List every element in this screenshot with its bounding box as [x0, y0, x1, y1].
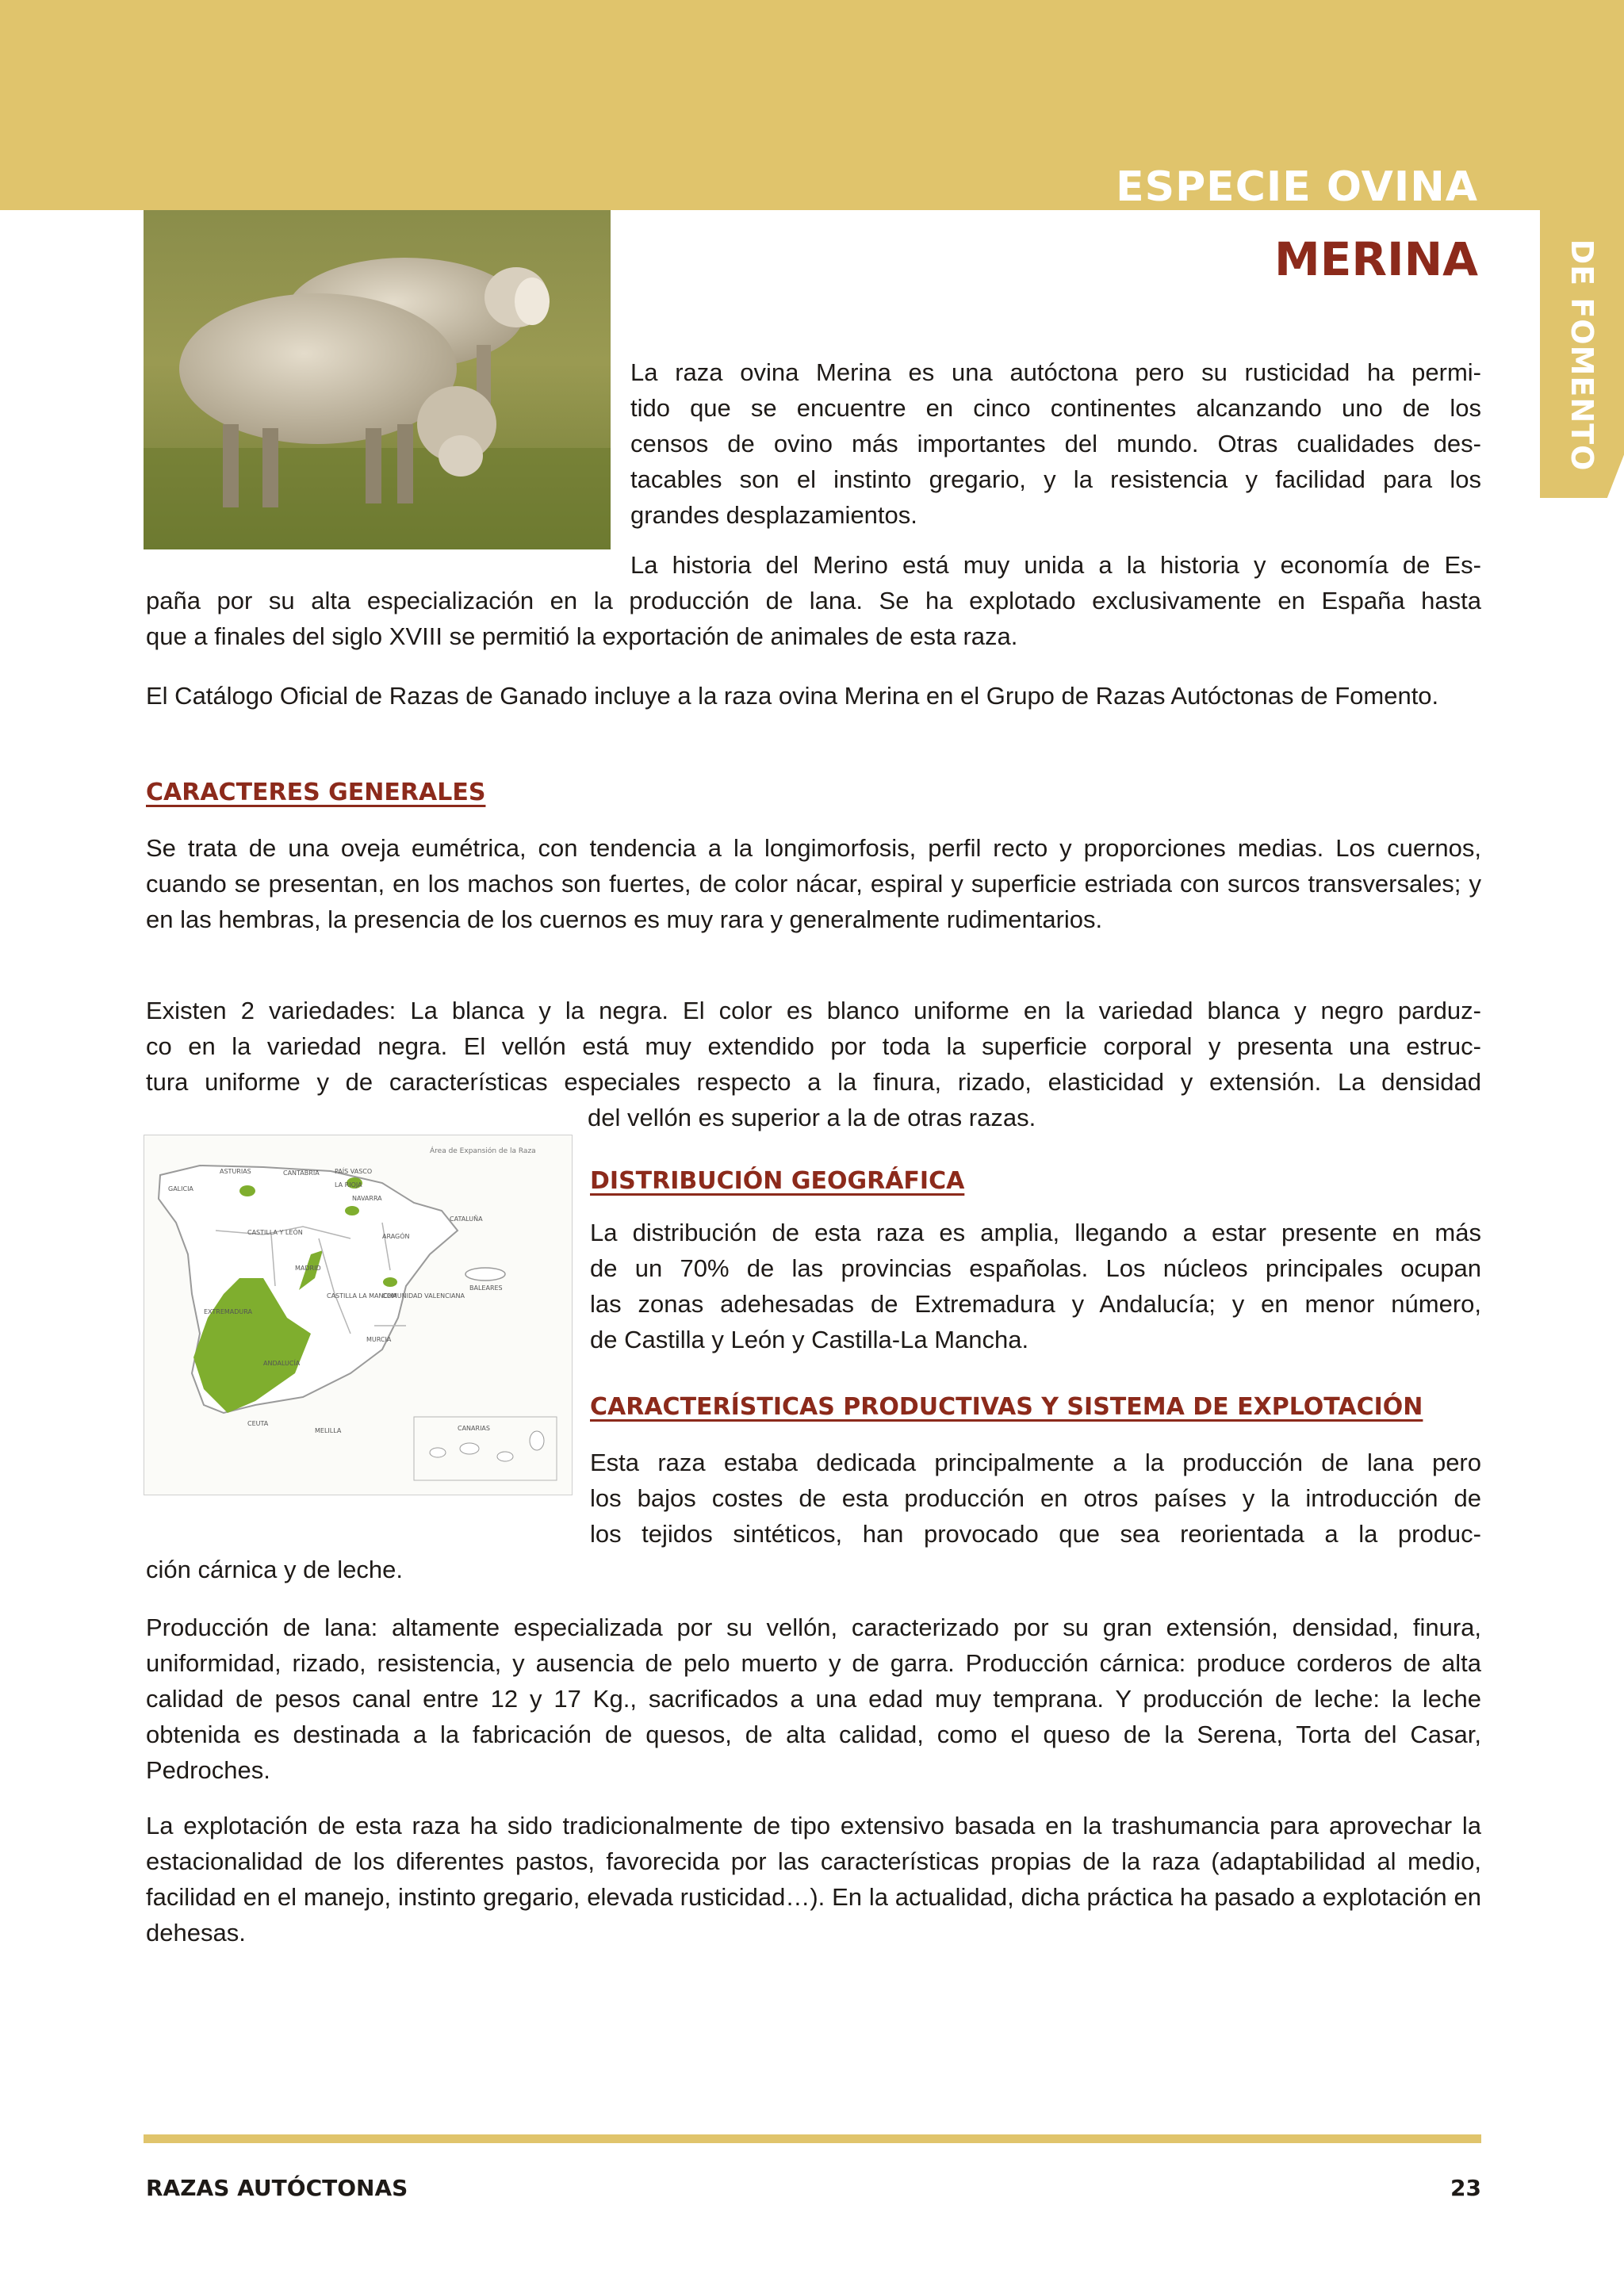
intro-line: censos de ovino más importantes del mundo. Otras cualidades des-: [630, 430, 1481, 457]
region-label: BALEARES: [469, 1284, 503, 1292]
history-line: La historia del Merino está muy unida a la historia y economía de Es-: [630, 551, 1481, 579]
produccion-line: ción cárnica y de leche.: [146, 1556, 403, 1583]
region-label: ASTURIAS: [220, 1168, 251, 1175]
produccion-line: Esta raza estaba dedicada principalmente a la producción de lana pero: [590, 1449, 1481, 1476]
canarias-island: [460, 1443, 479, 1454]
region-label: ANDALUCÍA: [263, 1360, 301, 1367]
intro-line: La raza ovina Merina es una autóctona pero su rusticidad ha permi-: [630, 358, 1481, 386]
produccion-line: los bajos costes de esta producción en otros países y la introducción de: [590, 1484, 1481, 1512]
side-tab-label: DE FOMENTO: [1565, 239, 1599, 472]
region-label: CASTILLA LA MANCHA: [327, 1292, 397, 1300]
highlight-north-3: [345, 1206, 359, 1215]
distribucion-line: La distribución de esta raza es amplia, llegando a estar presente en más: [590, 1219, 1481, 1246]
highlight-east: [383, 1277, 397, 1287]
explotacion-paragraph: La explotación de esta raza ha sido tradicionalmente de tipo extensivo basada en la trashumancia para aprovechar la estacionalidad de los diferentes pastos, favorecida por las características propias de la raza (adaptabilidad al medio, facilidad en el manejo, instinto gregario, elevada rusticidad…). En la actualidad, dicha práctica ha pasado a explotación en dehesas.: [146, 1812, 1481, 1947]
caracteres-paragraph: Se trata de una oveja eumétrica, con tendencia a la longimorfosis, perfil recto y proporciones medias. Los cuernos, cuando se presentan, en los machos son fuertes, de color nácar, espiral y superficie estriada con surcos transversales; y en las hembras, la presencia de los cuernos es muy rara y generalmente rudimentarios.: [146, 834, 1481, 933]
heading-caracteres: CARACTERES GENERALES: [146, 779, 486, 806]
heading-distribucion: DISTRIBUCIÓN GEOGRÁFICA: [590, 1167, 965, 1195]
highlight-north-1: [239, 1185, 255, 1196]
map-caption: Área de Expansión de la Raza: [430, 1147, 536, 1155]
region-label: MELILLA: [315, 1427, 342, 1434]
distribucion-line: de un 70% de las provincias españolas. Los núcleos principales ocupan: [590, 1254, 1481, 1282]
footer-title: RAZAS AUTÓCTONAS: [146, 2175, 408, 2201]
history-line: que a finales del siglo XVIII se permitió la exportación de animales de esta raza.: [146, 622, 1018, 650]
sheep-photo: [144, 210, 611, 549]
canarias-island: [530, 1431, 544, 1450]
distribution-map: [144, 1135, 573, 1495]
region-label: CANARIAS: [458, 1425, 490, 1432]
region-label: CATALUÑA: [450, 1215, 483, 1223]
canarias-island: [497, 1452, 513, 1461]
region-label: NAVARRA: [352, 1195, 382, 1202]
region-label: EXTREMADURA: [204, 1308, 252, 1315]
region-label: CASTILLA Y LEÓN: [247, 1229, 303, 1236]
distribucion-line: las zonas adehesadas de Extremadura y Andalucía; y en menor número,: [590, 1290, 1481, 1318]
history-line: paña por su alta especialización en la producción de lana. Se ha explotado exclusivamente en España hasta: [146, 587, 1481, 614]
region-label: MURCIA: [366, 1336, 392, 1343]
distribucion-line: de Castilla y León y Castilla-La Mancha.: [590, 1326, 1029, 1353]
region-label: LA RIOJA: [335, 1181, 362, 1189]
page-number: 23: [1450, 2175, 1481, 2201]
canarias-island: [430, 1448, 446, 1457]
region-label: PAÍS VASCO: [335, 1168, 373, 1175]
footer-rule: [144, 2134, 1481, 2143]
produccion-line: los tejidos sintéticos, han provocado que sea reorientada a la produc-: [590, 1520, 1481, 1548]
region-label: GALICIA: [168, 1185, 193, 1192]
catalog-paragraph: El Catálogo Oficial de Razas de Ganado incluye a la raza ovina Merina en el Grupo de Razas Autóctonas de Fomento.: [146, 682, 1439, 710]
variedades-line: co en la variedad negra. El vellón está muy extendido por toda la superficie corporal y presenta una estruc-: [146, 1032, 1481, 1060]
intro-line: grandes desplazamientos.: [630, 501, 917, 529]
variedades-line: del vellón es superior a la de otras razas.: [588, 1104, 1036, 1131]
breed-title: MERINA: [1274, 232, 1478, 286]
intro-line: tido que se encuentre en cinco continentes alcanzando uno de los: [630, 394, 1481, 422]
region-label: MADRID: [295, 1265, 321, 1272]
baleares-shape: [465, 1268, 505, 1280]
region-label: ARAGÓN: [382, 1233, 410, 1240]
region-label: CEUTA: [247, 1420, 269, 1427]
species-title: ESPECIE OVINA: [1116, 163, 1478, 211]
region-label: COMUNIDAD VALENCIANA: [382, 1292, 465, 1300]
produccion-lana-paragraph: Producción de lana: altamente especializada por su vellón, caracterizado por su gran extensión, densidad, finura, uniformidad, rizado, resistencia, y ausencia de pelo muerto y de garra. Producción cárnica: produce corderos de alta calidad de pesos canal entre 12 y 17 Kg., sacrificados a una edad muy temprana. Y producción de leche: la leche obtenida es destinada a la fabricación de quesos, de alta calidad, como el queso de la Serena, Torta del Casar, Pedroches.: [146, 1614, 1481, 1784]
variedades-line: tura uniforme y de características especiales respecto a la finura, rizado, elasticidad y extensión. La densidad: [146, 1068, 1481, 1096]
intro-line: tacables son el instinto gregario, y la resistencia y facilidad para los: [630, 465, 1481, 493]
variedades-line: Existen 2 variedades: La blanca y la negra. El color es blanco uniforme en la variedad blanca y negro parduz-: [146, 997, 1481, 1024]
region-label: CANTABRIA: [283, 1169, 320, 1177]
spain-map-graphic: [144, 1135, 572, 1495]
heading-produccion: CARACTERÍSTICAS PRODUCTIVAS Y SISTEMA DE EXPLOTACIÓN: [590, 1393, 1423, 1421]
